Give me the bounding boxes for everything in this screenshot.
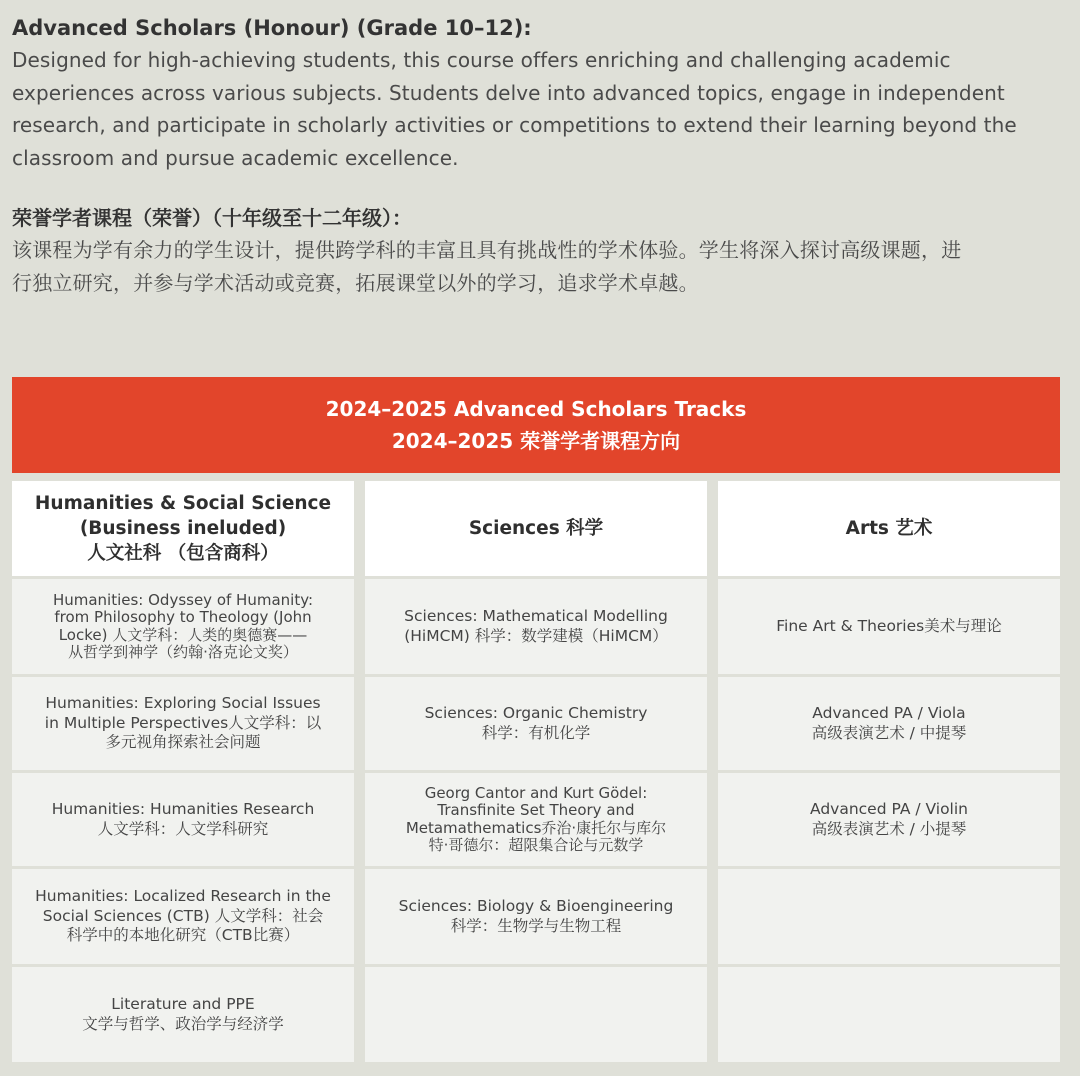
description-zh-line: 行独立研究，并参与学术活动或竞赛，拓展课堂以外的学习，追求学术卓越。 [12, 270, 699, 295]
description-en-line: Designed for high-achieving students, this course offers enriching and challenging academic [12, 48, 951, 72]
track-cell-line: (HiMCM) 科学：数学建模（HiMCM） [404, 626, 668, 645]
track-cell-line: 从哲学到神学（约翰·洛克论文奖） [68, 643, 298, 661]
track-cell-line: Metamathematics乔治·康托尔与库尔 [405, 818, 667, 837]
track-cell-sciences [365, 677, 707, 770]
track-cell-line: Advanced PA / Viola [812, 704, 966, 722]
track-cell-line: Humanities: Localized Research in the [35, 887, 331, 906]
track-cell-line: 科学中的本地化研究（CTB比赛） [66, 926, 300, 945]
column-header-line: 人文社科 （包含商科） [87, 543, 279, 564]
section-title-en: Advanced Scholars (Honour) (Grade 10–12): [12, 16, 532, 40]
track-cell-humanities [12, 773, 354, 866]
track-cell-line: Locke) 人文学科：人类的奥德赛—— [58, 625, 308, 644]
track-cell-humanities [12, 869, 354, 964]
track-cell-line: Literature and PPE [111, 995, 255, 1013]
intro-section [12, 12, 1068, 299]
track-cell-sciences [365, 579, 707, 674]
track-cell-line: 人文学科：人文学科研究 [97, 819, 269, 838]
column-header-line: Humanities & Social Science [34, 493, 332, 514]
track-cell-humanities [12, 967, 354, 1062]
track-cell-line: Sciences: Biology & Bioengineering [398, 897, 674, 915]
track-cell-line: Social Sciences (CTB) 人文学科：社会 [42, 906, 324, 925]
column-header-line: (Business ineluded) [79, 518, 287, 539]
description-en-line: research, and participate in scholarly activities or competitions to extend their learning beyond the [12, 113, 1017, 137]
track-cell-line: 文学与哲学、政治学与经济学 [82, 1014, 284, 1033]
empty-cell [718, 967, 1060, 1062]
column-header-line: Sciences 科学 [468, 518, 604, 539]
track-cell-arts [718, 773, 1060, 866]
track-cell-line: Humanities: Humanities Research [51, 800, 315, 818]
description-en-line: experiences across various subjects. Students delve into advanced topics, engage in independent [12, 80, 1005, 105]
track-cell-line: Humanities: Odyssey of Humanity: [52, 590, 314, 609]
empty-cell [365, 967, 707, 1062]
track-cell-line: Georg Cantor and Kurt Gödel: [424, 783, 648, 802]
empty-cell [718, 869, 1060, 964]
track-cell-line: 科学：有机化学 [481, 723, 591, 742]
track-cell-sciences [365, 773, 707, 866]
tracks-table [12, 481, 1060, 1062]
track-cell-line: 高级表演艺术 / 中提琴 [811, 723, 967, 742]
track-cell-humanities [12, 677, 354, 770]
track-cell-arts [718, 677, 1060, 770]
description-zh [12, 234, 1068, 299]
track-cell-line: 高级表演艺术 / 小提琴 [811, 819, 967, 838]
banner-title-en: 2024–2025 Advanced Scholars Tracks [325, 397, 747, 421]
description-zh-line: 该课程为学有余力的学生设计，提供跨学科的丰富且具有挑战性的学术体验。学生将深入探讨高级课题，进 [12, 238, 962, 262]
column-header-arts [718, 481, 1060, 576]
track-cell-line: 特·哥德尔：超限集合论与元数学 [428, 836, 644, 854]
description-en [12, 44, 1068, 174]
track-cell-line: Transfinite Set Theory and [437, 801, 635, 819]
track-cell-line: in Multiple Perspectives人文学科：以 [44, 713, 322, 732]
track-cell-humanities [12, 579, 354, 674]
track-cell-arts [718, 579, 1060, 674]
section-title-zh: 荣誉学者课程（荣誉）（十年级至十二年级）： [12, 206, 412, 230]
description-en-line: classroom and pursue academic excellence. [12, 145, 459, 170]
track-cell-line: Fine Art & Theories美术与理论 [776, 616, 1002, 635]
track-cell-line: Humanities: Exploring Social Issues [45, 694, 321, 713]
banner-title-zh: 2024–2025 荣誉学者课程方向 [391, 429, 681, 453]
column-header-humanities [12, 481, 354, 576]
column-header-line: Arts 艺术 [845, 518, 933, 539]
column-header-sciences [365, 481, 707, 576]
track-cell-line: Advanced PA / Violin [809, 800, 968, 818]
track-cell-line: 科学：生物学与生物工程 [450, 916, 622, 935]
track-cell-line: from Philosophy to Theology (John [54, 608, 312, 626]
track-cell-line: Sciences: Organic Chemistry [424, 704, 648, 722]
tracks-banner [12, 377, 1060, 473]
track-cell-sciences [365, 869, 707, 964]
track-cell-line: Sciences: Mathematical Modelling [404, 607, 668, 625]
track-cell-line: 多元视角探索社会问题 [105, 733, 261, 752]
